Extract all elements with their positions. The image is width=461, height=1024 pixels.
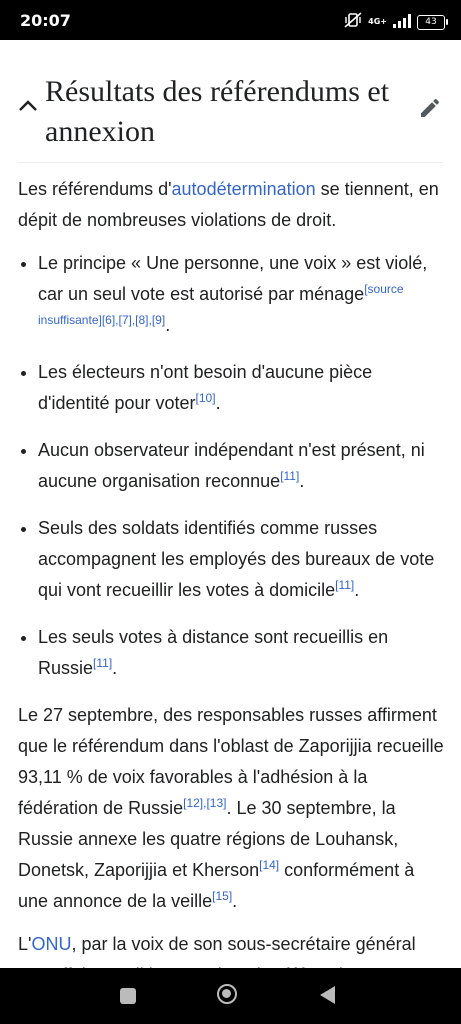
citation-link[interactable]: [source insuffisante][6],[7],[8],[9]: [38, 282, 404, 327]
status-time: 20:07: [20, 11, 71, 30]
citation-link[interactable]: [11]: [280, 469, 300, 483]
list-item-end: .: [215, 393, 221, 413]
paragraph-text: conformément à une annonce de la veille: [18, 860, 415, 911]
article-content: [18, 174, 444, 1003]
intro-paragraph: [18, 174, 444, 236]
citation-link[interactable]: [11]: [335, 578, 355, 592]
section-title: Résultats des référendums et annexion: [45, 75, 390, 148]
list-item-end: .: [299, 471, 305, 491]
chevron-up-icon[interactable]: [18, 98, 38, 117]
intro-text: Les référendums d': [18, 179, 172, 199]
list-item: [38, 357, 444, 419]
paragraph-text: L': [18, 934, 32, 954]
list-item-end: .: [165, 315, 171, 335]
pencil-icon[interactable]: [418, 96, 442, 125]
intro-text-end: se tiennent, en dépit de nombreuses violations de droit.: [18, 179, 439, 230]
citation-link[interactable]: [15]: [212, 889, 233, 903]
list-item-text: Seuls des soldats identifiés comme russes accompagnent les employés des bureaux de vote qui vont recueillir les votes à domicile: [38, 518, 435, 600]
link-onu[interactable]: ONU: [31, 934, 72, 954]
paragraph-text: Le 27 septembre, des responsables russes affirment que le référendum dans l'oblast de Zaporijjia recueille 93,11 % de voix favorables à l'adhésion à la fédération de Russie: [18, 705, 444, 818]
citation-link[interactable]: [10]: [195, 391, 216, 405]
citation-link[interactable]: [14]: [259, 858, 280, 872]
paragraph-text: . Le 30 septembre, la Russie annexe les quatre régions de Louhansk, Donetsk, Zaporijjia et Kherson: [18, 798, 399, 880]
violations-list: [18, 248, 444, 684]
battery-icon: 43: [417, 15, 445, 30]
list-item-end: .: [112, 658, 118, 678]
list-item: [38, 513, 444, 606]
citation-link[interactable]: [11]: [93, 656, 113, 670]
paragraph-text: , par la voix de son sous-secrétaire général: [71, 934, 416, 954]
signal-icon: [393, 13, 411, 32]
section-divider: [18, 162, 443, 163]
results-paragraph: [18, 700, 444, 917]
recent-apps-icon[interactable]: [120, 988, 136, 1004]
status-icons: [344, 12, 445, 32]
home-icon[interactable]: [217, 984, 237, 1004]
list-item: [38, 435, 444, 497]
status-bar: [0, 0, 461, 40]
citation-link[interactable]: [12],[13]: [183, 796, 227, 810]
list-item-text: Aucun observateur indépendant n'est présent, ni aucune organisation reconnue: [38, 440, 425, 491]
vibrate-mute-icon: [344, 12, 362, 32]
list-item-end: .: [354, 580, 360, 600]
navigation-bar: [0, 968, 461, 1024]
paragraph-text: .: [232, 891, 238, 911]
list-item-text: Les électeurs n'ont besoin d'aucune pièce d'identité pour voter: [38, 362, 373, 413]
back-icon[interactable]: [320, 986, 335, 1004]
network-type: 4G+: [368, 17, 387, 26]
link-autodetermination[interactable]: autodétermination: [171, 179, 316, 199]
list-item-text: Le principe « Une personne, une voix » est violé, car un seul vote est autorisé par ménage: [38, 253, 428, 304]
list-item: [38, 622, 444, 684]
list-item-text: Les seuls votes à distance sont recueillis en Russie: [38, 627, 389, 678]
list-item: [38, 248, 444, 341]
